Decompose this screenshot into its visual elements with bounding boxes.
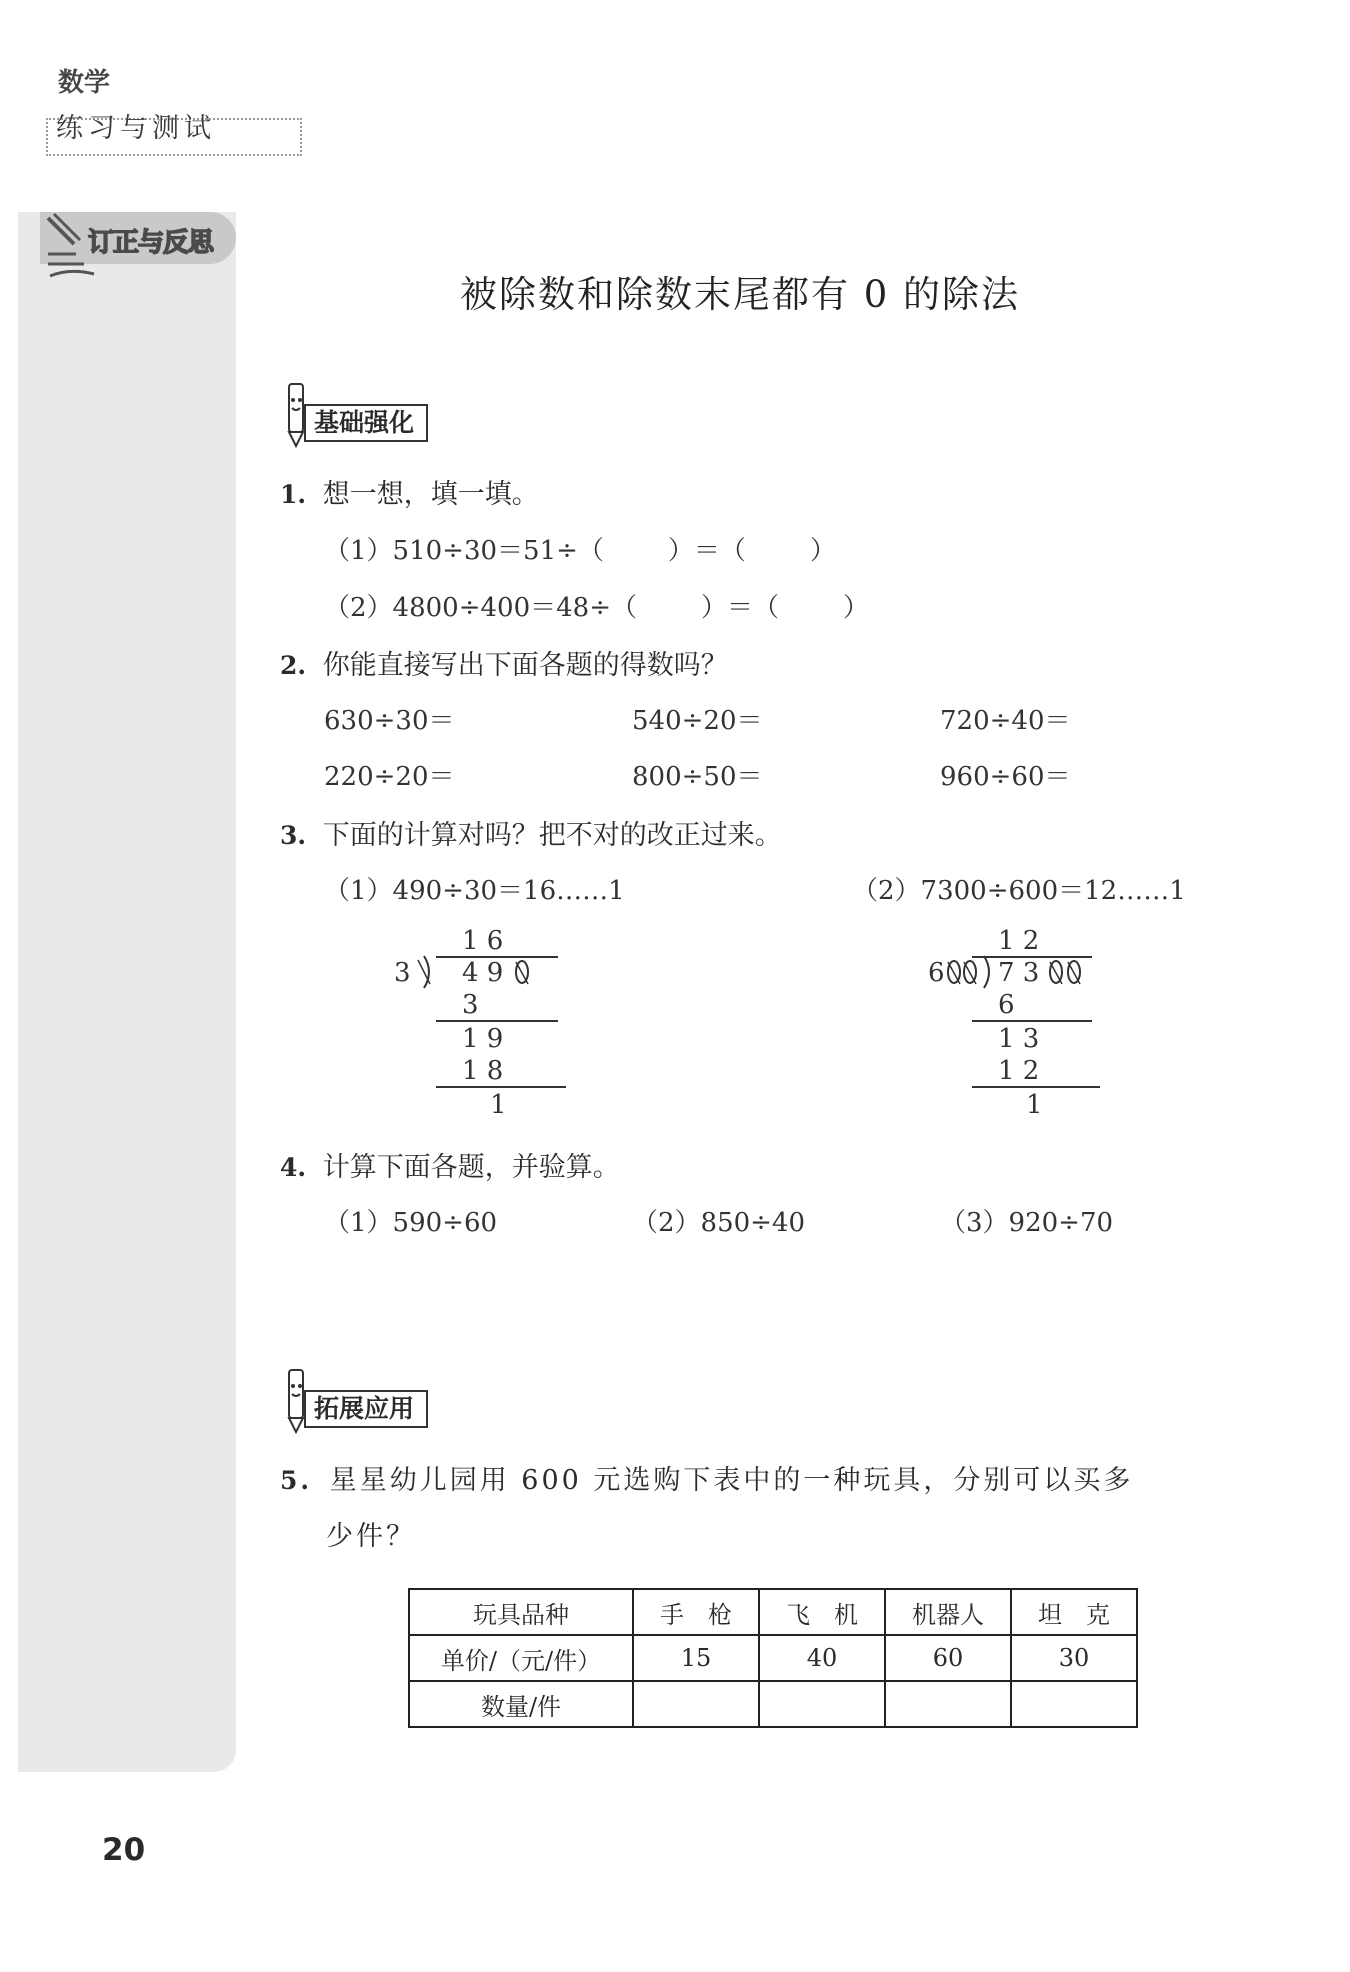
q3-item: （2）7300÷600＝12……1 [852, 876, 1186, 906]
q3-item: （1）490÷30＝16……1 [324, 876, 625, 906]
sidebar-label: 订正与反思 [88, 228, 214, 258]
table-header: 飞 机 [759, 1589, 885, 1635]
table-header: 手 枪 [633, 1589, 759, 1635]
q5-text-cont: 少件？ [326, 1521, 416, 1552]
reflection-sidebar [18, 212, 236, 1772]
q2-item: 220÷20＝ [324, 762, 455, 792]
price-cell: 15 [633, 1635, 759, 1681]
quantity-cell[interactable] [759, 1681, 885, 1727]
q5-number: 5. [280, 1466, 313, 1495]
q2-number: 2. [280, 651, 307, 680]
table-header: 机器人 [885, 1589, 1011, 1635]
q2-item: 800÷50＝ [632, 762, 763, 792]
q2-item: 540÷20＝ [632, 706, 763, 736]
q4-number: 4. [280, 1153, 307, 1182]
q1-item: （1）510÷30＝51÷（ ）＝（ ） [324, 536, 836, 566]
q2-item: 960÷60＝ [940, 762, 1071, 792]
q4-item: （2）850÷40 [632, 1208, 806, 1238]
quantity-cell[interactable] [1011, 1681, 1137, 1727]
quantity-label: 数量/件 [409, 1681, 633, 1727]
quantity-cell[interactable] [633, 1681, 759, 1727]
book-title: 练习与测试 [56, 113, 216, 144]
price-cell: 30 [1011, 1635, 1137, 1681]
table-header: 玩具品种 [409, 1589, 633, 1635]
q3-text: 下面的计算对吗？把不对的改正过来。 [322, 820, 782, 851]
page-number: 20 [102, 1832, 146, 1868]
q1-item: （2）4800÷400＝48÷（ ）＝（ ） [324, 593, 870, 623]
toy-price-table [408, 1588, 1138, 1728]
price-label: 单价/（元/件） [409, 1635, 633, 1681]
q4-item: （1）590÷60 [324, 1208, 498, 1238]
q4-item: （3）920÷70 [940, 1208, 1114, 1238]
table-header: 坦 克 [1011, 1589, 1137, 1635]
price-cell: 40 [759, 1635, 885, 1681]
q2-item: 630÷30＝ [324, 706, 455, 736]
subject-title: 数学 [58, 68, 111, 98]
price-cell: 60 [885, 1635, 1011, 1681]
q2-item: 720÷40＝ [940, 706, 1071, 736]
q5-text: 星星幼儿园用 600 元选购下表中的一种玩具，分别可以买多 [329, 1465, 1134, 1496]
q3-number: 3. [280, 821, 307, 850]
quantity-cell[interactable] [885, 1681, 1011, 1727]
q2-text: 你能直接写出下面各题的得数吗？ [322, 650, 728, 681]
q4-text: 计算下面各题，并验算。 [322, 1152, 620, 1183]
q1-text: 想一想，填一填。 [322, 479, 539, 510]
page-title: 被除数和除数末尾都有 0 的除法 [460, 273, 1021, 316]
section-extend: 拓展应用 [304, 1390, 428, 1428]
section-basic: 基础强化 [304, 404, 428, 442]
q1-number: 1. [280, 480, 307, 509]
